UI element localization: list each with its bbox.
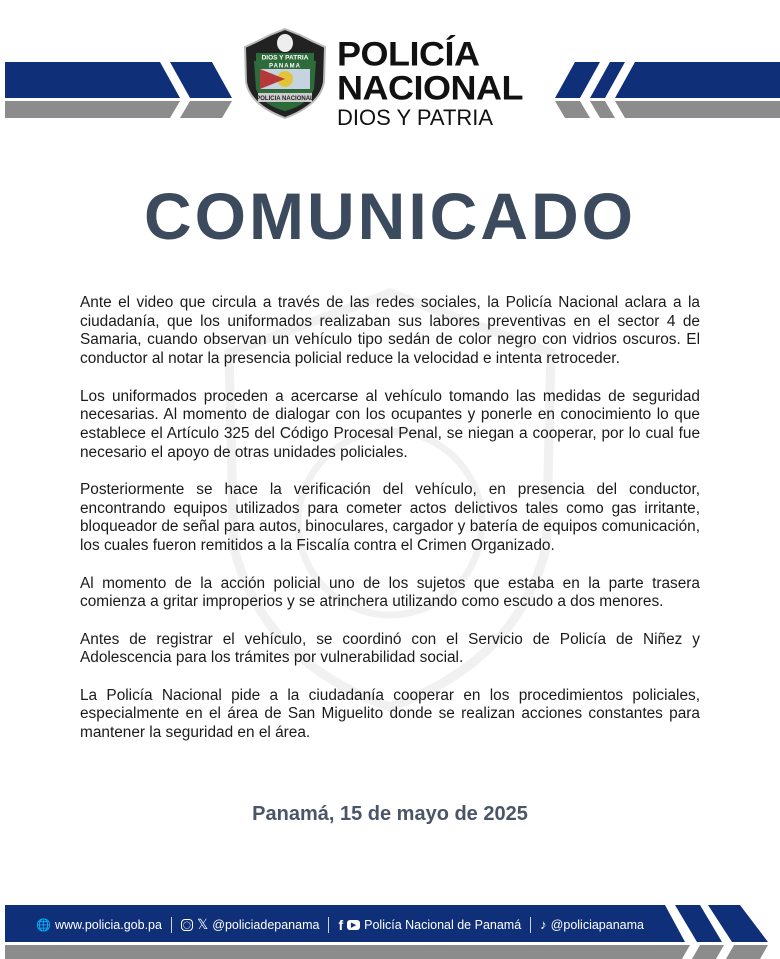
org-name-line1: POLICÍA bbox=[337, 34, 480, 73]
badge-motto-text: DIOS Y PATRIA bbox=[261, 54, 309, 62]
divider bbox=[530, 917, 531, 933]
tiktok-icon: ♪ bbox=[540, 917, 547, 932]
org-wordmark bbox=[337, 36, 523, 129]
instagram-icon: ◯ bbox=[181, 919, 193, 931]
footer-contacts bbox=[36, 916, 644, 933]
org-motto: DIOS Y PATRIA bbox=[337, 105, 494, 130]
org-name-line2: NACIONAL bbox=[337, 68, 523, 107]
x-icon: 𝕏 bbox=[196, 916, 209, 932]
page-title: COMUNICADO bbox=[144, 179, 636, 253]
paragraph: Al momento de la acción policial uno de los sujetos que estaba en la parte trasera comienza a gritar improperios y se atrinchera utilizando como escudo a dos menores. bbox=[80, 574, 700, 611]
date-line: Panamá, 15 de mayo de 2025 bbox=[252, 803, 528, 825]
paragraph: Los uniformados proceden a acercarse al vehículo tomando las medidas de seguridad necesarias. Al momento de dialogar con los ocupantes y ponerle en conocimiento lo que establece el Artículo 325 del Código Procesal Penal, se niegan a cooperar, por lo cual fue necesario el apoyo de otras unidades policiales. bbox=[80, 387, 700, 461]
paragraph: Antes de registrar el vehículo, se coordinó con el Servicio de Policía de Niñez y Adolescencia para los trámites por vulnerabilidad social. bbox=[80, 630, 700, 667]
tiktok-handle[interactable]: @policiapanama bbox=[550, 917, 644, 932]
communique-body bbox=[80, 294, 700, 761]
divider bbox=[328, 917, 329, 933]
paragraph: Ante el video que circula a través de las redes sociales, la Policía Nacional aclara a la ciudadanía, que los uniformados realizaban sus labores preventivas en el sector 4 de Samaria, cuando observan un vehículo tipo sedán de color negro con vidrios oscuros. El conductor al notar la presencia policial reduce la velocidad e intenta retroceder. bbox=[80, 294, 700, 368]
instagram-x-handle[interactable]: @policiadepanama bbox=[212, 917, 320, 932]
globe-icon: 🌐 bbox=[36, 917, 51, 932]
facebook-youtube-name[interactable]: Policía Nacional de Panamá bbox=[364, 917, 522, 932]
police-badge-logo bbox=[240, 27, 330, 120]
youtube-icon: ▶ bbox=[347, 920, 360, 930]
divider bbox=[171, 917, 172, 933]
website-link[interactable]: www.policia.gob.pa bbox=[54, 917, 162, 932]
paragraph: La Policía Nacional pide a la ciudadanía cooperar en los procedimientos policiales, especialmente en el área de San Miguelito donde se realizan acciones constantes para mantener la seguridad en el área. bbox=[80, 686, 700, 742]
paragraph: Posteriormente se hace la verificación del vehículo, en presencia del conductor, encontrando equipos utilizados para cometer actos delictivos tales como gas irritante, bloqueador de señal para autos, binoculares, cargador y batería de equipos comunicación, los cuales fueron remitidos a la Fiscalía contra el Crimen Organizado. bbox=[80, 481, 700, 555]
badge-police-text: POLICIA NACIONAL bbox=[256, 96, 314, 102]
badge-country-text: PANAMA bbox=[269, 63, 301, 70]
facebook-icon: f bbox=[338, 916, 344, 933]
